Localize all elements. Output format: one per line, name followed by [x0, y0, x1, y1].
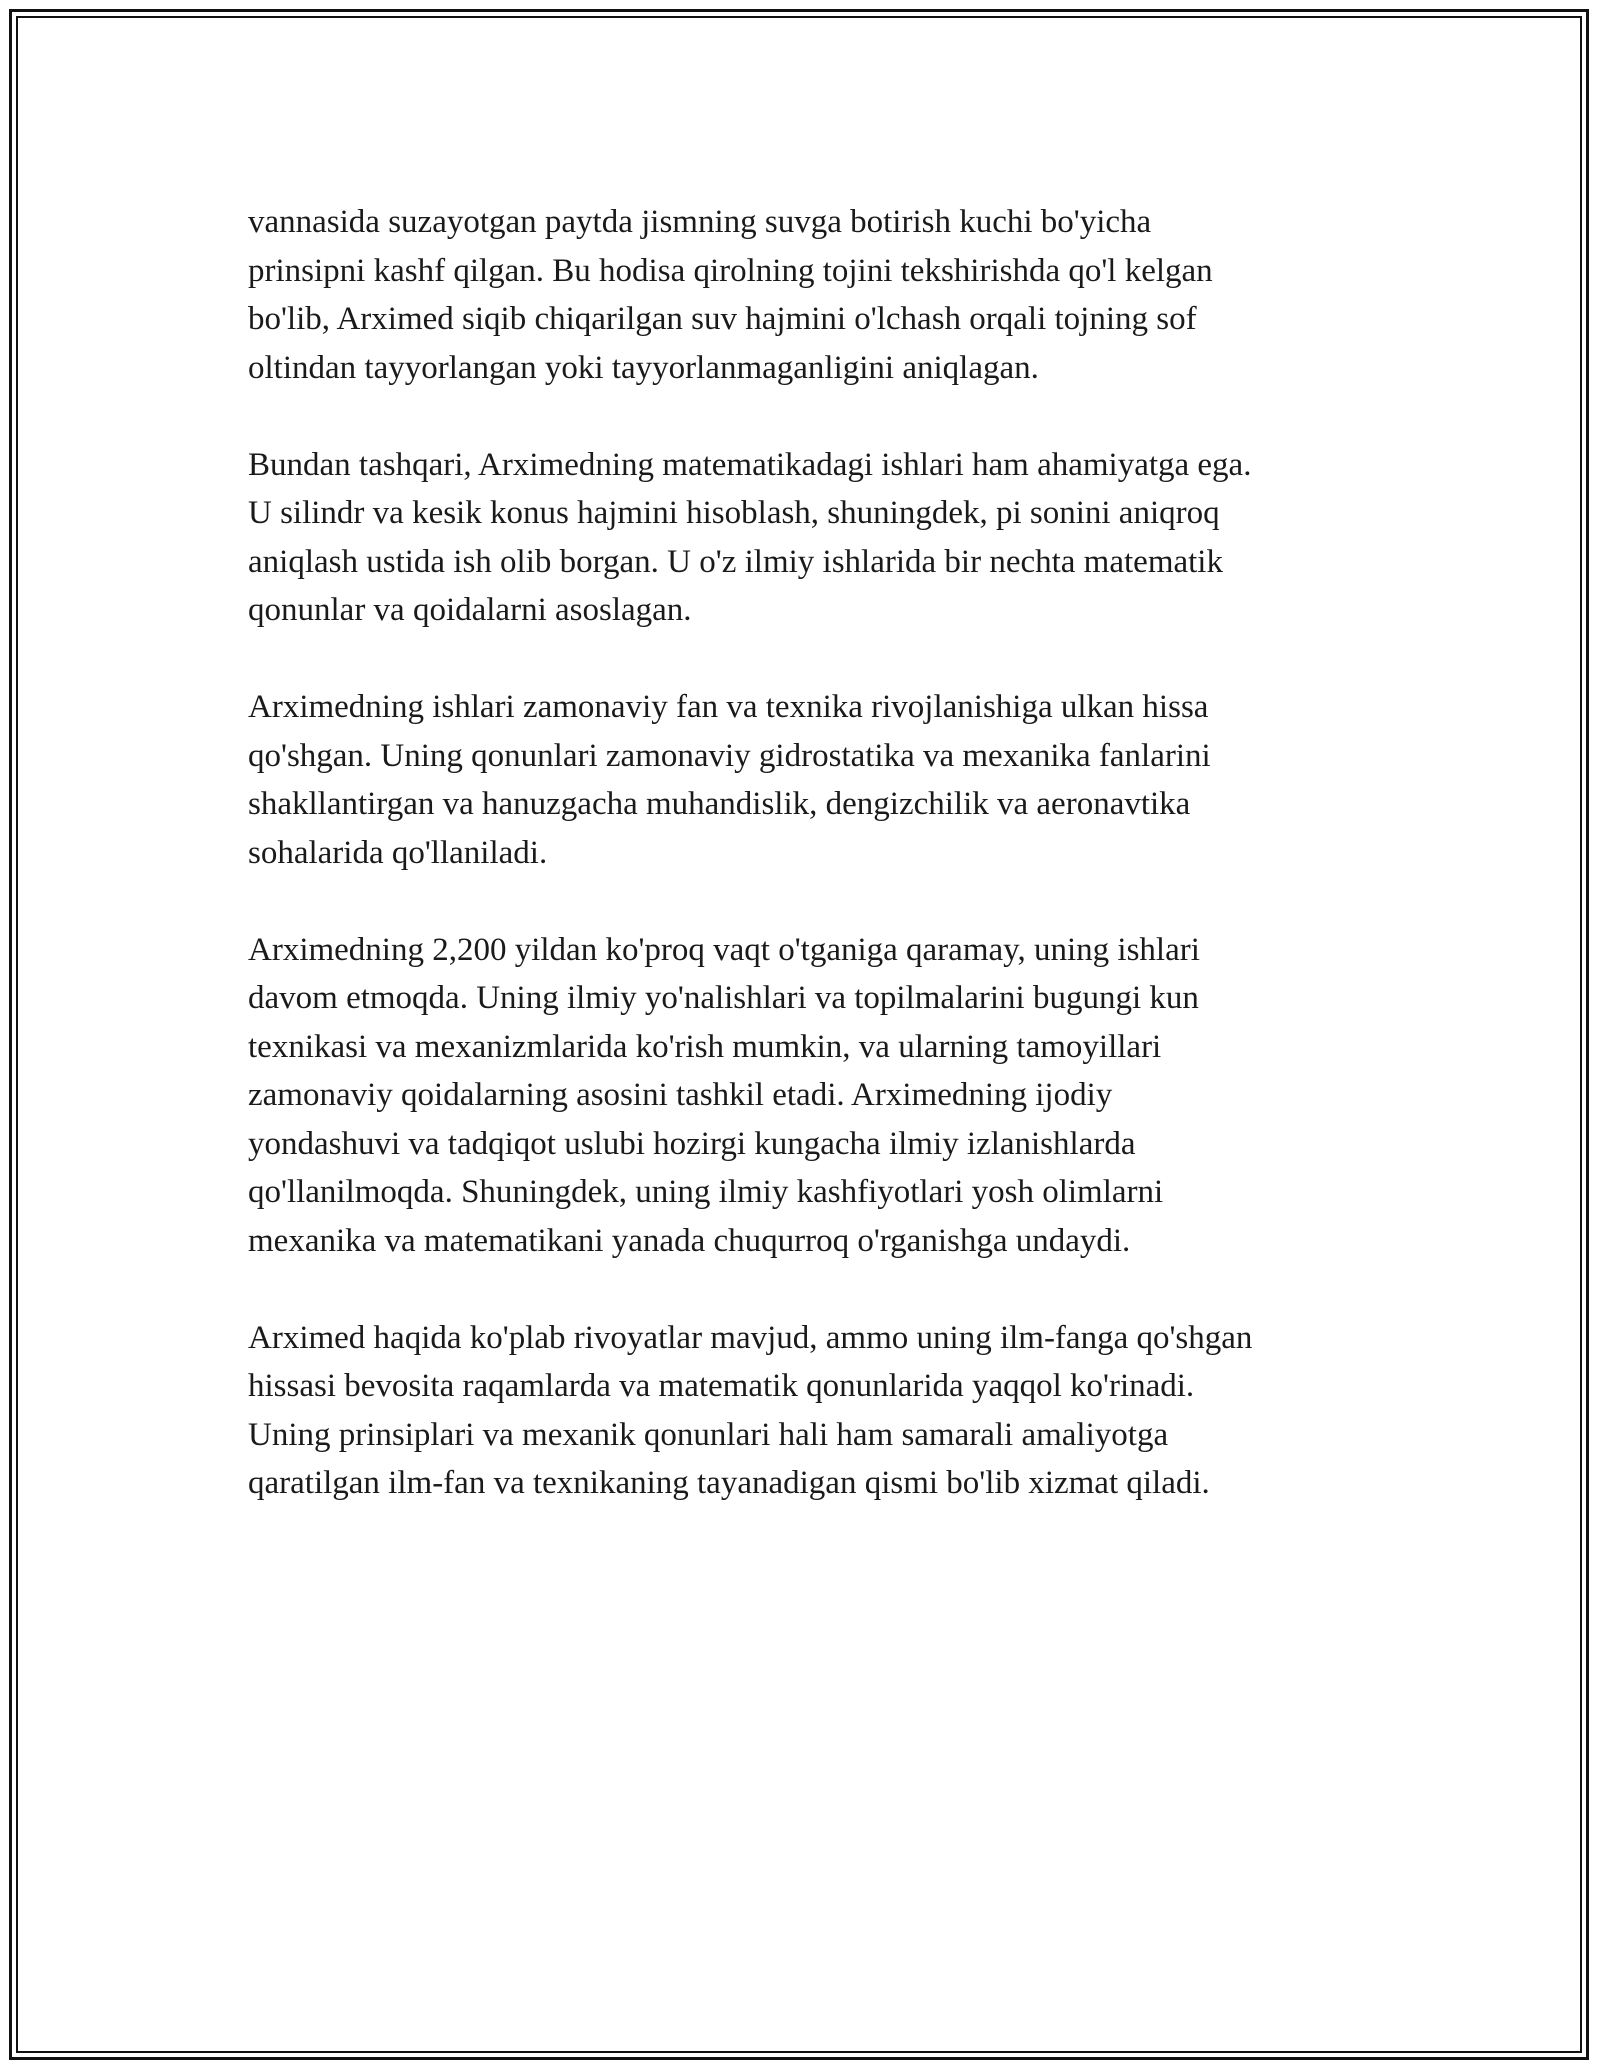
text-line: aniqlash ustida ish olib borgan. U o'z ilmiy ishlarida bir nechta matematik — [248, 543, 1223, 580]
page-frame — [9, 9, 1589, 2060]
text-line: Arximedning 2,200 yildan ko'proq vaqt o'tganiga qaramay, uning ishlari — [248, 931, 1200, 968]
text-line: hissasi bevosita raqamlarda va matematik qonunlarida yaqqol ko'rinadi. — [248, 1368, 1195, 1404]
paragraph-5 — [248, 1314, 1378, 1508]
paragraph-2 — [248, 441, 1378, 635]
text-line: qo'llanilmoqda. Shuningdek, uning ilmiy kashfiyotlari yosh olimlarni — [248, 1174, 1164, 1210]
text-line: vannasida suzayotgan paytda jismning suvga botirish kuchi bo'yicha — [248, 204, 1152, 240]
text-line: shakllantirgan va hanuzgacha muhandislik, dengizchilik va aeronavtika — [248, 786, 1191, 822]
text-line: davom etmoqda. Uning ilmiy yo'nalishlari va topilmalarini bugungi kun — [248, 980, 1199, 1016]
text-line: U silindr va kesik konus hajmini hisoblash, shuningdek, pi sonini aniqroq — [248, 495, 1220, 531]
text-line: qaratilgan ilm-fan va texnikaning tayanadigan qismi bo'lib xizmat qiladi. — [248, 1465, 1210, 1501]
text-line: Arximed haqida ko'plab rivoyatlar mavjud, ammo uning ilm-fanga qo'shgan — [248, 1319, 1253, 1356]
text-line: texnikasi va mexanizmlarida ko'rish mumkin, va ularning tamoyillari — [248, 1028, 1162, 1065]
text-line: mexanika va matematikani yanada chuqurroq o'rganishga undaydi. — [248, 1222, 1131, 1259]
text-line: zamonaviy qoidalarning asosini tashkil etadi. Arximedning ijodiy — [248, 1077, 1113, 1113]
text-line: Bundan tashqari, Arximedning matematikadagi ishlari ham ahamiyatga ega. — [248, 446, 1252, 483]
document-body — [248, 198, 1378, 1556]
text-line: bo'lib, Arximed siqib chiqarilgan suv hajmini o'lchash orqali tojning sof — [248, 301, 1197, 337]
text-line: Uning prinsiplari va mexanik qonunlari hali ham samarali amaliyotga — [248, 1416, 1169, 1453]
text-line: sohalarida qo'llaniladi. — [248, 834, 548, 871]
text-line: Arximedning ishlari zamonaviy fan va texnika rivojlanishiga ulkan hissa — [248, 689, 1209, 725]
paragraph-3 — [248, 683, 1378, 877]
text-line: yondashuvi va tadqiqot uslubi hozirgi kungacha ilmiy izlanishlarda — [248, 1125, 1136, 1162]
text-line: prinsipni kashf qilgan. Bu hodisa qirolning tojini tekshirishda qo'l kelgan — [248, 252, 1213, 289]
text-line: qo'shgan. Uning qonunlari zamonaviy gidrostatika va mexanika fanlarini — [248, 737, 1211, 774]
text-line: oltindan tayyorlangan yoki tayyorlanmaganligini aniqlagan. — [248, 349, 1039, 386]
paragraph-4 — [248, 926, 1378, 1266]
paragraph-1 — [248, 198, 1378, 392]
text-line: qonunlar va qoidalarni asoslagan. — [248, 592, 692, 628]
